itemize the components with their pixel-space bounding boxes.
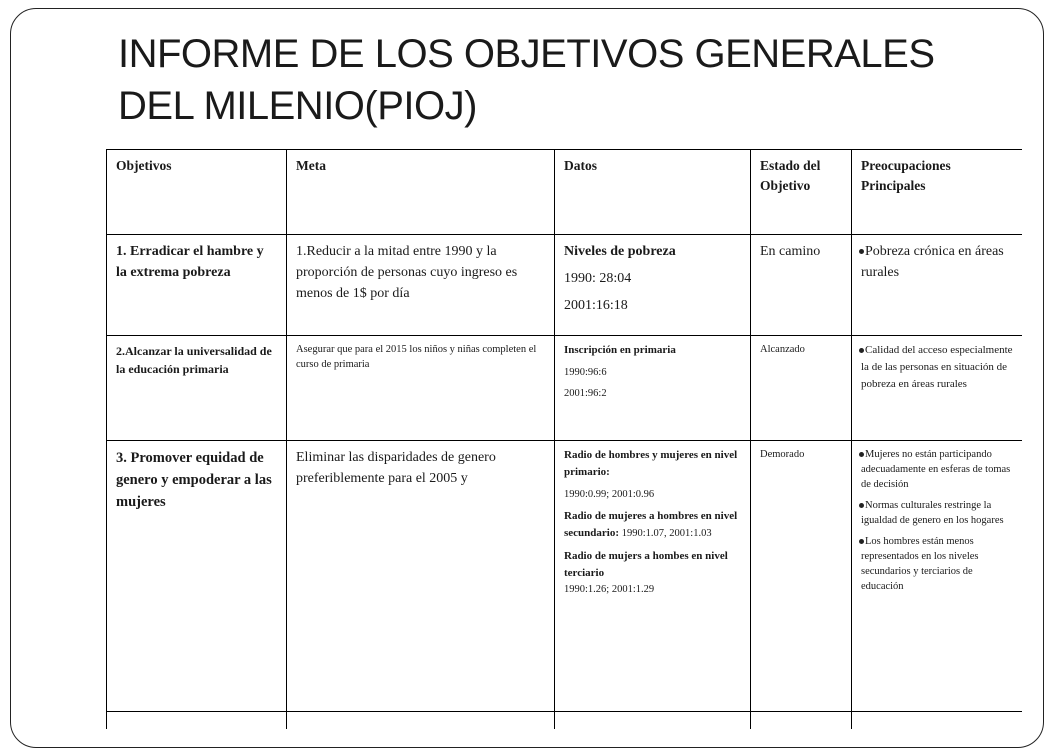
objectives-table — [106, 149, 1022, 729]
cell-objetivo: 3. Promover equidad de genero y empoderar a las mujeres — [107, 441, 287, 712]
datos-value: 1990:0.99; 2001:0.96 — [564, 489, 655, 500]
cell-meta: Eliminar las disparidades de genero preferiblemente para el 2005 y — [287, 441, 555, 712]
cell-estado: En camino — [751, 235, 852, 336]
title-line-2: DEL MILENIO(PIOJ) — [118, 84, 477, 128]
datos-value: 1990:1.26; 2001:1.29 — [564, 584, 655, 595]
header-estado: Estado del Objetivo — [751, 150, 852, 235]
empty-cell — [852, 712, 1023, 730]
bullet-icon — [859, 503, 864, 508]
bullet-icon — [859, 452, 864, 457]
concern-item: Normas culturales restringe la igualdad de genero en los hogares — [861, 500, 1004, 526]
datos-value: 2001:16:18 — [564, 298, 628, 313]
bullet-icon — [859, 539, 864, 544]
cell-estado: Demorado — [751, 441, 852, 712]
cell-datos — [555, 441, 751, 712]
datos-title: Niveles de pobreza — [564, 244, 676, 259]
datos-value: 1990:96:6 — [564, 367, 607, 378]
empty-cell — [751, 712, 852, 730]
cell-preocupaciones — [852, 441, 1023, 712]
header-objetivos: Objetivos — [107, 150, 287, 235]
cell-objetivo: 1. Erradicar el hambre y la extrema pobreza — [107, 235, 287, 336]
table-row-empty — [107, 712, 1023, 730]
slide-title — [118, 28, 1018, 132]
datos-title: Radio de mujers a hombes en nivel terciario — [564, 550, 728, 579]
cell-estado: Alcanzado — [751, 336, 852, 441]
cell-preocupaciones — [852, 336, 1023, 441]
cell-meta: 1.Reducir a la mitad entre 1990 y la proporción de personas cuyo ingreso es menos de 1$ por día — [287, 235, 555, 336]
datos-value: 2001:96:2 — [564, 388, 607, 399]
datos-text: Radio de mujeres a hombres en nivel secundario: 1990:1.07, 2001:1.03 — [564, 510, 738, 539]
header-datos: Datos — [555, 150, 751, 235]
concern-item: Calidad del acceso especialmente la de las personas en situación de pobreza en áreas rurales — [861, 344, 1013, 390]
table-row — [107, 441, 1023, 712]
datos-value: 1990: 28:04 — [564, 271, 632, 286]
empty-cell — [287, 712, 555, 730]
title-line-1: INFORME DE LOS OBJETIVOS GENERALES — [118, 32, 935, 76]
table-row — [107, 336, 1023, 441]
concern-item: Mujeres no están participando adecuadamente en esferas de tomas de decisión — [861, 449, 1011, 490]
concern-item: Pobreza crónica en áreas rurales — [861, 244, 1004, 280]
cell-datos — [555, 235, 751, 336]
table-header-row — [107, 150, 1023, 235]
cell-objetivo: 2.Alcanzar la universalidad de la educación primaria — [107, 336, 287, 441]
empty-cell — [555, 712, 751, 730]
empty-cell — [107, 712, 287, 730]
header-preocupaciones: Preocupaciones Principales — [852, 150, 1023, 235]
cell-datos — [555, 336, 751, 441]
concern-item: Los hombres están menos representados en los niveles secundarios y terciarios de educación — [861, 536, 979, 592]
bullet-icon — [859, 348, 864, 353]
header-meta: Meta — [287, 150, 555, 235]
table-row — [107, 235, 1023, 336]
datos-title: Radio de hombres y mujeres en nivel primario: — [564, 449, 738, 478]
cell-meta: Asegurar que para el 2015 los niños y niñas completen el curso de primaria — [287, 336, 555, 441]
datos-title: Inscripción en primaria — [564, 344, 676, 356]
objectives-table-container — [106, 149, 1022, 729]
cell-preocupaciones — [852, 235, 1023, 336]
bullet-icon — [859, 249, 864, 254]
